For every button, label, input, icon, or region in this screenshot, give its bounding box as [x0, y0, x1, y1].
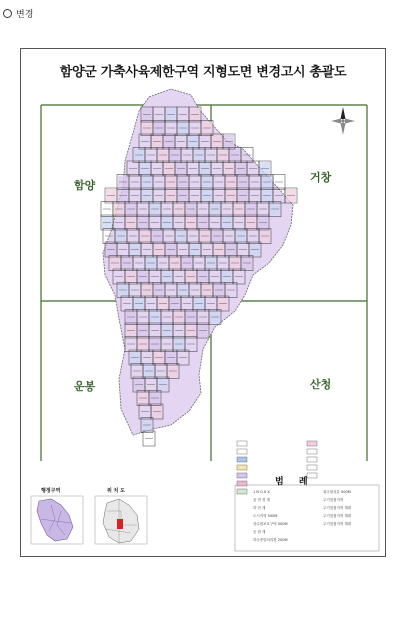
- legend-swatch: [307, 449, 317, 454]
- map-sheet: [20, 48, 386, 557]
- legend-swatch: [237, 473, 247, 478]
- map-title: 함양군 가축사육제한구역 지형도면 변경고시 총괄도: [59, 65, 347, 80]
- legend-swatch: [237, 465, 247, 470]
- legend-item: 주거밀집지역 계획: [323, 522, 352, 526]
- legend-item: 주거밀집지역 계획: [323, 514, 352, 518]
- map-canvas: [21, 49, 387, 558]
- legend-item: 주거밀집지역: [323, 498, 344, 502]
- legend-item: 하 천 계: [253, 506, 266, 510]
- circle-bullet-icon: [3, 9, 12, 18]
- legend-swatch: [237, 489, 247, 494]
- legend-swatch: [237, 457, 247, 462]
- admin-inset-title: 행정구역: [41, 488, 61, 494]
- legend-swatch: [237, 481, 247, 486]
- legend-swatch: [237, 449, 247, 454]
- location-inset-title: 위 치 도: [107, 488, 125, 494]
- legend-item: 하수종말처리장 200M: [253, 538, 288, 542]
- section-header: [3, 7, 33, 20]
- location-marker: [117, 519, 123, 529]
- legend-item: 취수원상류 500M: [323, 490, 351, 494]
- region-label-sw: 운봉: [74, 380, 96, 393]
- legend-swatch: [307, 457, 317, 462]
- legend-swatch: [237, 441, 247, 446]
- legend-title: 범 례: [275, 477, 314, 487]
- north-arrow-icon: [331, 107, 355, 135]
- region-label-se: 산청: [310, 378, 332, 391]
- legend-item: 주거밀집지역 계획: [323, 506, 352, 510]
- legend-item: 도시지역 500M: [253, 514, 278, 518]
- legend-item: 1 N G X X: [253, 490, 270, 494]
- region-label-ne: 거창: [310, 171, 332, 184]
- legend-swatch: [307, 441, 317, 446]
- legend-item: 상수원보호구역 500M: [253, 522, 288, 526]
- legend-item: 공 원 계: [253, 530, 266, 534]
- region-label-nw: 함양: [74, 179, 96, 192]
- legend-swatch: [307, 465, 317, 470]
- legend-item: 읍 면 경 계: [253, 498, 270, 502]
- section-label: 변경: [16, 10, 34, 20]
